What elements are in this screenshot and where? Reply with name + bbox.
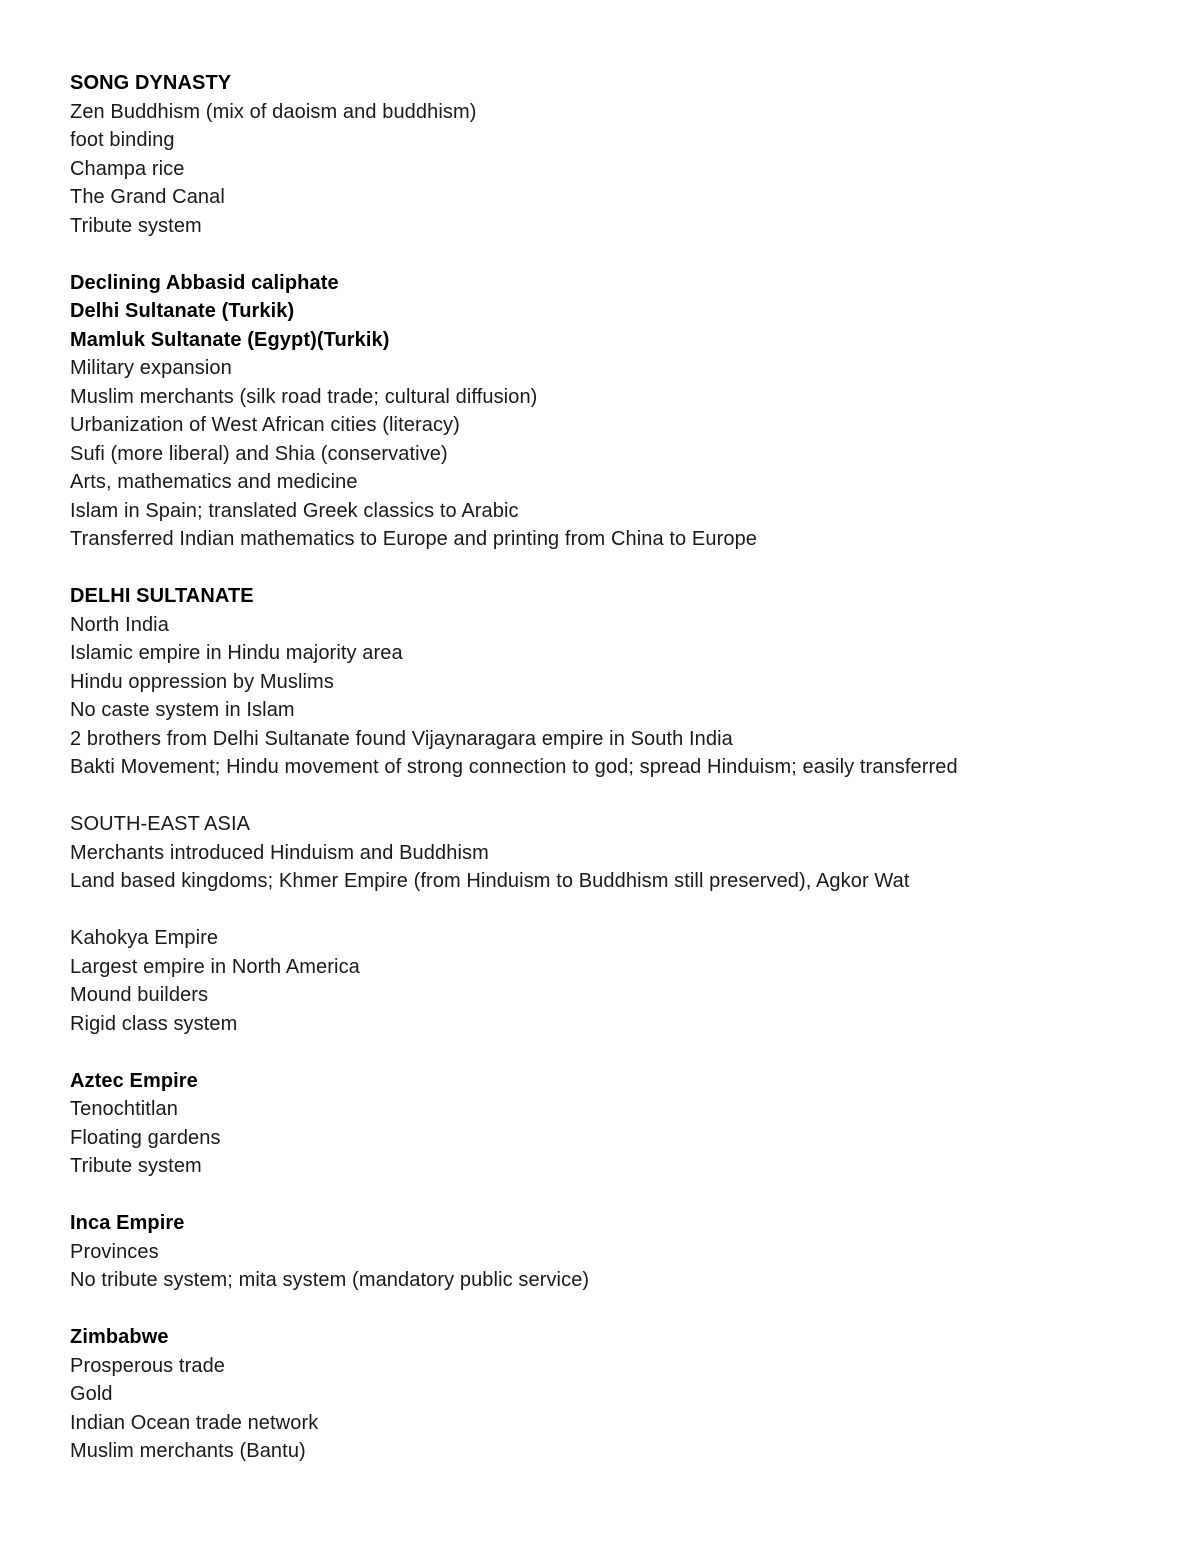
list-item: Rigid class system bbox=[70, 1012, 238, 1035]
section-heading: SONG DYNASTY bbox=[70, 72, 232, 94]
list-item: Islamic empire in Hindu majority area bbox=[70, 642, 403, 664]
section-south-east-asia bbox=[70, 810, 1150, 896]
list-item: Indian Ocean trade network bbox=[70, 1411, 319, 1434]
section-heading: Declining Abbasid caliphate bbox=[70, 271, 339, 294]
section-abbasid bbox=[70, 269, 1150, 554]
list-item: Transferred Indian mathematics to Europe and printing from China to Europe bbox=[70, 528, 758, 550]
section-kahokya bbox=[70, 924, 1150, 1038]
list-item: Muslim merchants (silk road trade; cultural diffusion) bbox=[70, 385, 538, 408]
section-inca bbox=[70, 1209, 1150, 1295]
list-item: No caste system in Islam bbox=[70, 699, 295, 721]
list-item: Hindu oppression by Muslims bbox=[70, 670, 334, 693]
list-item: Prosperous trade bbox=[70, 1354, 226, 1377]
section-heading: Aztec Empire bbox=[70, 1069, 198, 1092]
list-item: Sufi (more liberal) and Shia (conservative) bbox=[70, 442, 448, 465]
list-item: No tribute system; mita system (mandatory public service) bbox=[70, 1269, 590, 1291]
section-heading: Kahokya Empire bbox=[70, 927, 219, 949]
section-heading: SOUTH-EAST ASIA bbox=[70, 813, 251, 835]
list-item: Land based kingdoms; Khmer Empire (from Hinduism to Buddhism still preserved), Agkor Wat bbox=[70, 870, 910, 892]
list-item: Islam in Spain; translated Greek classics to Arabic bbox=[70, 499, 519, 522]
list-item: Tribute system bbox=[70, 1155, 202, 1177]
list-item: Military expansion bbox=[70, 357, 232, 379]
section-heading: Delhi Sultanate (Turkik) bbox=[70, 300, 295, 322]
section-heading: DELHI SULTANATE bbox=[70, 585, 254, 607]
section-delhi-sultanate bbox=[70, 582, 1150, 782]
section-song-dynasty bbox=[70, 69, 1150, 240]
list-item: Urbanization of West African cities (literacy) bbox=[70, 414, 460, 436]
list-item: Bakti Movement; Hindu movement of strong connection to god; spread Hinduism; easily transferred bbox=[70, 756, 958, 778]
list-item: Champa rice bbox=[70, 157, 185, 180]
list-item: The Grand Canal bbox=[70, 186, 225, 208]
list-item: Gold bbox=[70, 1383, 113, 1405]
list-item: Floating gardens bbox=[70, 1126, 221, 1149]
section-heading: Zimbabwe bbox=[70, 1326, 169, 1348]
list-item: North India bbox=[70, 613, 169, 636]
section-heading: Inca Empire bbox=[70, 1212, 185, 1234]
list-item: Zen Buddhism (mix of daoism and buddhism) bbox=[70, 100, 477, 123]
section-zimbabwe bbox=[70, 1323, 1150, 1466]
list-item: Muslim merchants (Bantu) bbox=[70, 1440, 306, 1462]
list-item: Provinces bbox=[70, 1240, 159, 1263]
list-item: Arts, mathematics and medicine bbox=[70, 471, 358, 493]
list-item: Mound builders bbox=[70, 984, 209, 1006]
section-heading: Mamluk Sultanate (Egypt)(Turkik) bbox=[70, 328, 390, 351]
list-item: Tribute system bbox=[70, 214, 202, 237]
list-item: Tenochtitlan bbox=[70, 1098, 178, 1120]
list-item: Merchants introduced Hinduism and Buddhism bbox=[70, 841, 489, 864]
document-page bbox=[70, 69, 1150, 1494]
list-item: foot binding bbox=[70, 129, 175, 151]
list-item: Largest empire in North America bbox=[70, 955, 360, 978]
list-item: 2 brothers from Delhi Sultanate found Vijaynaragara empire in South India bbox=[70, 727, 733, 750]
section-aztec bbox=[70, 1067, 1150, 1181]
